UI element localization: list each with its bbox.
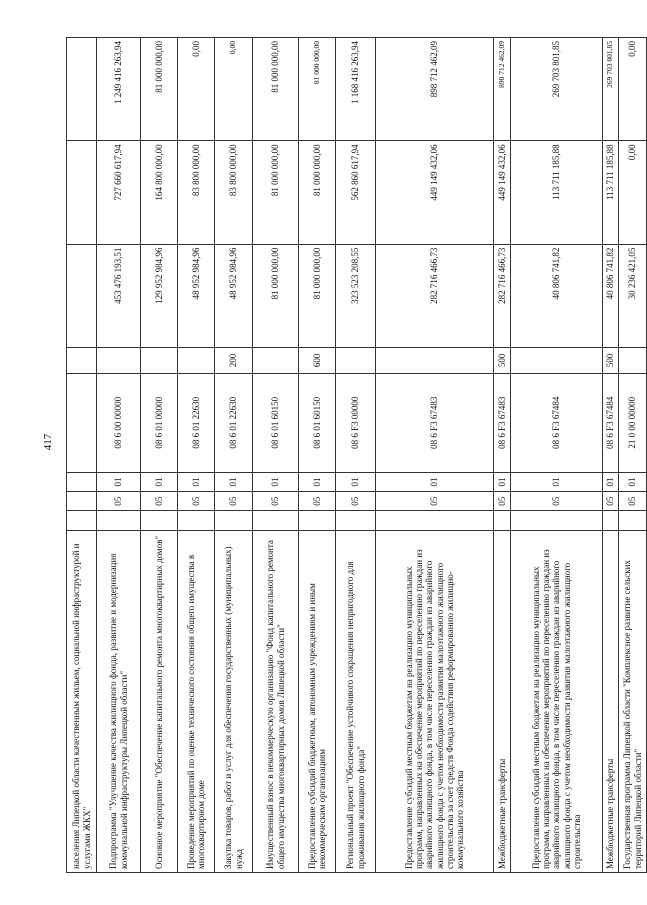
cell-pr: 01 <box>494 472 511 491</box>
cell-year2: 449 149 432,06 <box>494 141 511 244</box>
cell-pr: 01 <box>97 472 141 491</box>
cell-year3: 81 000 000,00 <box>141 38 178 141</box>
table-row <box>619 38 647 873</box>
cell-csr: 08 6 01 60150 <box>299 373 336 472</box>
cell-year3: 0,00 <box>178 38 215 141</box>
cell-name: населения Липецкой области качественным жильем, социальной инфраструктурой и услугами ЖКХ" <box>67 530 97 872</box>
cell-name: Закупка товаров, работ и услуг для обеспечения государственных (муниципальных) нужд <box>215 530 253 872</box>
cell-year1: 323 523 208,55 <box>336 244 376 347</box>
cell-gr <box>253 511 299 530</box>
cell-vr <box>141 347 178 373</box>
cell-csr <box>67 373 97 472</box>
cell-year2: 727 660 617,94 <box>97 141 141 244</box>
cell-pr: 01 <box>141 472 178 491</box>
cell-vr <box>178 347 215 373</box>
cell-vr: 600 <box>299 347 336 373</box>
table-row <box>494 38 511 873</box>
cell-year3: 269 703 801,85 <box>603 38 619 141</box>
cell-year1: 282 716 466,73 <box>494 244 511 347</box>
table-row <box>511 38 603 873</box>
cell-csr: 08 6 01 22630 <box>215 373 253 472</box>
cell-year2 <box>67 141 97 244</box>
cell-rz: 05 <box>494 492 511 511</box>
cell-year3: 269 703 801,85 <box>511 38 603 141</box>
cell-year1: 81 000 000,00 <box>299 244 336 347</box>
cell-year1: 48 952 984,96 <box>178 244 215 347</box>
cell-rz: 05 <box>215 492 253 511</box>
table-row <box>178 38 215 873</box>
cell-year2: 164 800 000,00 <box>141 141 178 244</box>
cell-rz: 05 <box>178 492 215 511</box>
cell-year3: 0,00 <box>619 38 647 141</box>
cell-gr <box>336 511 376 530</box>
cell-name: Межбюджетные трансферты <box>603 530 619 872</box>
table-row <box>336 38 376 873</box>
cell-rz: 05 <box>97 492 141 511</box>
cell-year2: 81 000 000,00 <box>253 141 299 244</box>
cell-rz: 05 <box>619 492 647 511</box>
cell-gr <box>215 511 253 530</box>
cell-pr: 01 <box>215 472 253 491</box>
cell-year2: 0,00 <box>619 141 647 244</box>
cell-rz: 05 <box>376 492 494 511</box>
cell-name: Предоставление субсидий бюджетным, автономным учреждениям и иным некоммерческим организациям <box>299 530 336 872</box>
cell-year2: 562 860 617,94 <box>336 141 376 244</box>
cell-vr <box>376 347 494 373</box>
cell-pr: 01 <box>511 472 603 491</box>
cell-vr <box>253 347 299 373</box>
cell-name: Подпрограмма "Улучшение качества жилищного фонда, развитие и модернизация коммунальной инфраструктуры Липецкой области" <box>97 530 141 872</box>
cell-year1: 129 952 984,96 <box>141 244 178 347</box>
table-body <box>67 38 647 873</box>
cell-gr <box>494 511 511 530</box>
cell-rz: 05 <box>141 492 178 511</box>
cell-rz <box>67 492 97 511</box>
cell-name: Имущественный взнос в некоммерческую организацию "Фонд капитального ремонта общего имущества многоквартирных домов Липецкой области" <box>253 530 299 872</box>
cell-csr: 08 6 F3 67483 <box>376 373 494 472</box>
table-row <box>253 38 299 873</box>
cell-name: Основное мероприятие "Обеспечение капитального ремонта многоквартирных домов" <box>141 530 178 872</box>
cell-vr <box>97 347 141 373</box>
cell-pr: 01 <box>336 472 376 491</box>
table-row <box>97 38 141 873</box>
table-row <box>141 38 178 873</box>
cell-rz: 05 <box>511 492 603 511</box>
cell-year3: 898 712 462,09 <box>494 38 511 141</box>
cell-year2: 113 711 185,88 <box>603 141 619 244</box>
cell-vr: 500 <box>494 347 511 373</box>
cell-vr <box>67 347 97 373</box>
cell-year1: 453 476 193,51 <box>97 244 141 347</box>
cell-vr <box>511 347 603 373</box>
cell-gr <box>511 511 603 530</box>
cell-name: Региональный проект "Обеспечение устойчивого сокращения непригодного для проживания жилищного фонда" <box>336 530 376 872</box>
cell-pr: 01 <box>253 472 299 491</box>
table-row <box>299 38 336 873</box>
cell-year3: 898 712 462,09 <box>376 38 494 141</box>
cell-gr <box>619 511 647 530</box>
cell-year2: 449 149 432,06 <box>376 141 494 244</box>
cell-name: Предоставление субсидий местным бюджетам на реализацию муниципальных программ, направленных на обеспечение мероприятий по переселению граждан из аварийного жилищного фонда, в том числе переселению граждан из аварийного жилищного фонда с учетом необходимости развития малоэтажного жилищного строительства за счет средств Фонда содействия реформированию жилищно-коммунального хозяйства <box>376 530 494 872</box>
cell-year1: 40 806 741,82 <box>511 244 603 347</box>
cell-year3 <box>67 38 97 141</box>
table-row <box>376 38 494 873</box>
cell-pr: 01 <box>619 472 647 491</box>
cell-gr <box>299 511 336 530</box>
cell-year1: 81 000 000,00 <box>253 244 299 347</box>
cell-csr: 08 6 00 00000 <box>97 373 141 472</box>
table-row <box>67 38 97 873</box>
cell-vr <box>336 347 376 373</box>
cell-csr: 08 6 F3 67484 <box>511 373 603 472</box>
cell-csr: 08 6 F3 67484 <box>603 373 619 472</box>
cell-pr: 01 <box>603 472 619 491</box>
cell-csr: 08 6 F3 67483 <box>494 373 511 472</box>
cell-csr: 08 6 F3 00000 <box>336 373 376 472</box>
cell-gr <box>603 511 619 530</box>
cell-name: Предоставление субсидий местным бюджетам на реализацию муниципальных программ, направленных на обеспечение мероприятий по переселению граждан из аварийного жилищного фонда, в том числе переселению граждан из аварийного жилищного фонда с учетом необходимости развития малоэтажного жилищного строительства <box>511 530 603 872</box>
cell-gr <box>178 511 215 530</box>
budget-table <box>66 37 647 873</box>
cell-year3: 1 249 416 263,94 <box>97 38 141 141</box>
cell-gr <box>141 511 178 530</box>
cell-gr <box>97 511 141 530</box>
cell-year3: 81 000 000,00 <box>299 38 336 141</box>
table-wrapper <box>66 37 643 873</box>
cell-pr: 01 <box>299 472 336 491</box>
cell-csr: 08 6 01 00000 <box>141 373 178 472</box>
cell-year3: 81 000 000,00 <box>253 38 299 141</box>
cell-pr: 01 <box>376 472 494 491</box>
cell-vr: 500 <box>603 347 619 373</box>
table-row <box>603 38 619 873</box>
cell-rz: 05 <box>299 492 336 511</box>
cell-gr <box>376 511 494 530</box>
cell-vr: 200 <box>215 347 253 373</box>
cell-csr: 08 6 01 60150 <box>253 373 299 472</box>
page-number: 417 <box>42 433 54 451</box>
cell-csr: 08 6 01 22630 <box>178 373 215 472</box>
cell-year3: 0,00 <box>215 38 253 141</box>
cell-rz: 05 <box>603 492 619 511</box>
cell-pr <box>67 472 97 491</box>
cell-year1: 30 236 421,05 <box>619 244 647 347</box>
cell-year1: 40 806 741,82 <box>603 244 619 347</box>
cell-year2: 113 711 185,88 <box>511 141 603 244</box>
cell-year2: 83 800 000,00 <box>215 141 253 244</box>
table-row <box>215 38 253 873</box>
cell-name: Проведение мероприятий по оценке технического состояния общего имущества в многоквартирном доме <box>178 530 215 872</box>
cell-year1 <box>67 244 97 347</box>
cell-pr: 01 <box>178 472 215 491</box>
cell-csr: 21 0 00 00000 <box>619 373 647 472</box>
cell-gr <box>67 511 97 530</box>
cell-year2: 81 000 000,00 <box>299 141 336 244</box>
cell-rz: 05 <box>336 492 376 511</box>
cell-year1: 282 716 466,73 <box>376 244 494 347</box>
cell-name: Межбюджетные трансферты <box>494 530 511 872</box>
cell-year1: 48 952 984,96 <box>215 244 253 347</box>
cell-year3: 1 168 416 263,94 <box>336 38 376 141</box>
cell-rz: 05 <box>253 492 299 511</box>
cell-name: Государственная программа Липецкой области "Комплексное развитие сельских территорий Липецкой области" <box>619 530 647 872</box>
cell-vr <box>619 347 647 373</box>
cell-year2: 83 800 000,00 <box>178 141 215 244</box>
